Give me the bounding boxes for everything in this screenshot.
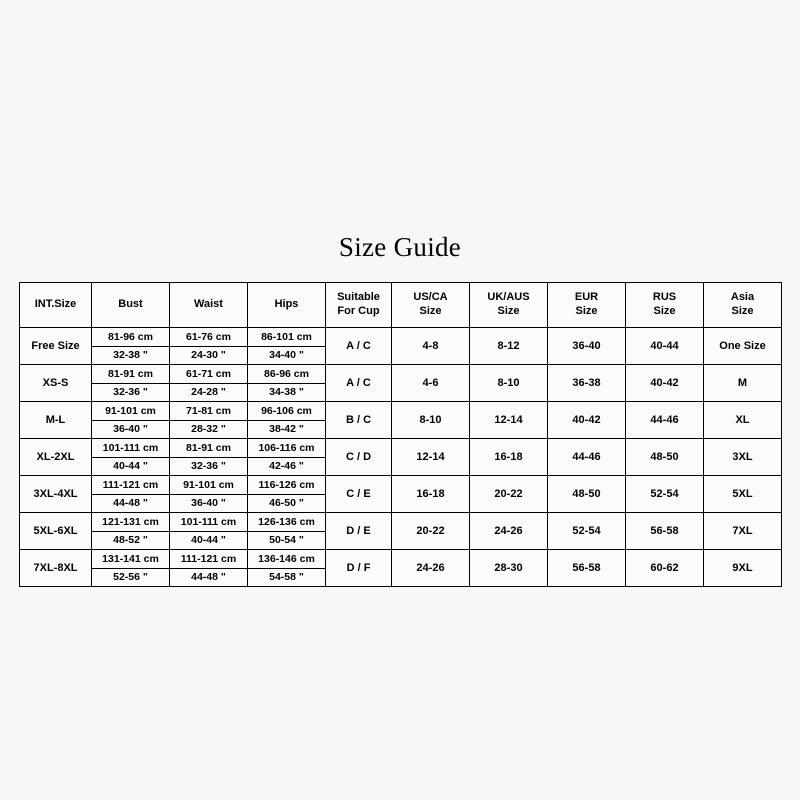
column-header-rus-line2: Size — [653, 305, 676, 317]
cell-cup: D / F — [326, 550, 392, 587]
cell-hips-inch: 34-40 " — [269, 349, 304, 361]
cell-cup: C / D — [326, 439, 392, 476]
cell-rus: 48-50 — [626, 439, 704, 476]
table-row — [20, 513, 782, 550]
cell-waist-cm: 111-121 cm — [170, 550, 247, 569]
table-header — [20, 283, 782, 328]
cell-waist — [170, 476, 248, 513]
cell-waist-inch: 28-32 " — [191, 423, 226, 435]
cell-hips-cm: 106-116 cm — [248, 439, 325, 458]
cell-waist-cm: 61-71 cm — [170, 365, 247, 384]
cell-int-size: XS-S — [20, 365, 92, 402]
cell-bust-cm: 81-91 cm — [92, 365, 169, 384]
cell-hips — [248, 476, 326, 513]
cell-eur: 48-50 — [548, 476, 626, 513]
cell-bust-inch: 52-56 " — [113, 571, 148, 583]
cell-rus: 44-46 — [626, 402, 704, 439]
cell-waist-cm: 101-111 cm — [170, 513, 247, 532]
cell-rus: 52-54 — [626, 476, 704, 513]
cell-hips — [248, 328, 326, 365]
cell-cup: C / E — [326, 476, 392, 513]
column-header-asia-line1: Asia — [730, 291, 755, 304]
cell-cup: A / C — [326, 328, 392, 365]
cell-hips-inch: 46-50 " — [269, 497, 304, 509]
cell-asia: One Size — [704, 328, 782, 365]
cell-bust-inch: 32-38 " — [113, 349, 148, 361]
cell-ukaus: 20-22 — [470, 476, 548, 513]
cell-waist — [170, 402, 248, 439]
cell-waist — [170, 513, 248, 550]
cell-asia: 9XL — [704, 550, 782, 587]
column-header-waist: Waist — [170, 283, 248, 328]
cell-int-size: 5XL-6XL — [20, 513, 92, 550]
cell-eur: 40-42 — [548, 402, 626, 439]
cell-bust-cm: 91-101 cm — [92, 402, 169, 421]
column-header-bust: Bust — [92, 283, 170, 328]
column-header-hips: Hips — [248, 283, 326, 328]
column-header-rus-line1: RUS — [652, 291, 677, 304]
cell-bust — [92, 439, 170, 476]
column-header-usca-line2: Size — [419, 305, 442, 317]
cell-int-size: M-L — [20, 402, 92, 439]
cell-cup: B / C — [326, 402, 392, 439]
cell-bust-inch: 32-36 " — [113, 386, 148, 398]
cell-waist-inch: 24-30 " — [191, 349, 226, 361]
cell-bust — [92, 476, 170, 513]
cell-asia: XL — [704, 402, 782, 439]
column-header-cup-line2: For Cup — [337, 305, 380, 317]
column-header-ukaus-line2: Size — [497, 305, 520, 317]
cell-rus: 40-44 — [626, 328, 704, 365]
cell-ukaus: 24-26 — [470, 513, 548, 550]
cell-ukaus: 12-14 — [470, 402, 548, 439]
cell-cup: A / C — [326, 365, 392, 402]
table-row — [20, 328, 782, 365]
size-guide-table-wrapper — [19, 282, 781, 587]
cell-bust — [92, 402, 170, 439]
cell-waist — [170, 328, 248, 365]
cell-bust — [92, 328, 170, 365]
cell-asia: 7XL — [704, 513, 782, 550]
cell-hips — [248, 513, 326, 550]
cell-eur: 56-58 — [548, 550, 626, 587]
cell-bust-inch: 44-48 " — [113, 497, 148, 509]
cell-waist — [170, 365, 248, 402]
page-title: Size Guide — [338, 232, 462, 262]
cell-ukaus: 8-12 — [470, 328, 548, 365]
cell-asia: M — [704, 365, 782, 402]
column-header-rus-size — [626, 283, 704, 328]
table-header-row — [20, 283, 782, 328]
cell-hips — [248, 550, 326, 587]
cell-usca: 16-18 — [392, 476, 470, 513]
cell-rus: 40-42 — [626, 365, 704, 402]
cell-waist-cm: 61-76 cm — [170, 328, 247, 347]
cell-asia: 3XL — [704, 439, 782, 476]
cell-int-size: 7XL-8XL — [20, 550, 92, 587]
cell-eur: 36-38 — [548, 365, 626, 402]
cell-usca: 4-6 — [392, 365, 470, 402]
cell-bust-inch: 36-40 " — [113, 423, 148, 435]
cell-cup: D / E — [326, 513, 392, 550]
cell-waist-inch: 32-36 " — [191, 460, 226, 472]
cell-int-size: Free Size — [20, 328, 92, 365]
cell-waist-inch: 36-40 " — [191, 497, 226, 509]
cell-bust-inch: 48-52 " — [113, 534, 148, 546]
table-row — [20, 476, 782, 513]
cell-hips-inch: 54-58 " — [269, 571, 304, 583]
cell-hips-cm: 96-106 cm — [248, 402, 325, 421]
cell-usca: 20-22 — [392, 513, 470, 550]
table-row — [20, 402, 782, 439]
cell-waist-inch: 44-48 " — [191, 571, 226, 583]
cell-hips-cm: 86-96 cm — [248, 365, 325, 384]
cell-eur: 52-54 — [548, 513, 626, 550]
table-row — [20, 439, 782, 476]
cell-usca: 8-10 — [392, 402, 470, 439]
cell-eur: 44-46 — [548, 439, 626, 476]
cell-rus: 56-58 — [626, 513, 704, 550]
column-header-ukaus-line1: UK/AUS — [487, 291, 530, 304]
cell-waist — [170, 439, 248, 476]
column-header-uk-aus-size — [470, 283, 548, 328]
cell-usca: 4-8 — [392, 328, 470, 365]
cell-waist — [170, 550, 248, 587]
cell-hips-inch: 38-42 " — [269, 423, 304, 435]
column-header-usca-line1: US/CA — [413, 291, 448, 304]
cell-eur: 36-40 — [548, 328, 626, 365]
cell-hips-cm: 136-146 cm — [248, 550, 325, 569]
cell-bust — [92, 513, 170, 550]
column-header-us-ca-size — [392, 283, 470, 328]
table-row — [20, 550, 782, 587]
cell-bust-cm: 101-111 cm — [92, 439, 169, 458]
cell-rus: 60-62 — [626, 550, 704, 587]
table-row — [20, 365, 782, 402]
cell-waist-cm: 91-101 cm — [170, 476, 247, 495]
column-header-cup-line1: Suitable — [337, 291, 380, 304]
cell-waist-cm: 81-91 cm — [170, 439, 247, 458]
cell-usca: 12-14 — [392, 439, 470, 476]
cell-hips — [248, 365, 326, 402]
column-header-eur-line2: Size — [575, 305, 598, 317]
cell-waist-inch: 24-28 " — [191, 386, 226, 398]
cell-bust-cm: 131-141 cm — [92, 550, 169, 569]
cell-usca: 24-26 — [392, 550, 470, 587]
cell-hips-inch: 42-46 " — [269, 460, 304, 472]
column-header-int-size: INT.Size — [20, 283, 92, 328]
size-guide-table — [19, 282, 782, 587]
cell-waist-inch: 40-44 " — [191, 534, 226, 546]
cell-hips-inch: 34-38 " — [269, 386, 304, 398]
cell-bust-cm: 111-121 cm — [92, 476, 169, 495]
cell-bust — [92, 550, 170, 587]
cell-hips-cm: 126-136 cm — [248, 513, 325, 532]
table-body — [20, 328, 782, 587]
cell-waist-cm: 71-81 cm — [170, 402, 247, 421]
column-header-eur-size — [548, 283, 626, 328]
column-header-eur-line1: EUR — [574, 291, 599, 304]
cell-int-size: 3XL-4XL — [20, 476, 92, 513]
cell-hips — [248, 402, 326, 439]
cell-hips-cm: 86-101 cm — [248, 328, 325, 347]
cell-ukaus: 16-18 — [470, 439, 548, 476]
column-header-asia-size — [704, 283, 782, 328]
cell-bust-cm: 81-96 cm — [92, 328, 169, 347]
cell-hips-cm: 116-126 cm — [248, 476, 325, 495]
cell-bust — [92, 365, 170, 402]
cell-hips — [248, 439, 326, 476]
cell-ukaus: 8-10 — [470, 365, 548, 402]
cell-bust-inch: 40-44 " — [113, 460, 148, 472]
cell-int-size: XL-2XL — [20, 439, 92, 476]
column-header-suitable-for-cup — [326, 283, 392, 328]
cell-hips-inch: 50-54 " — [269, 534, 304, 546]
cell-asia: 5XL — [704, 476, 782, 513]
cell-bust-cm: 121-131 cm — [92, 513, 169, 532]
cell-ukaus: 28-30 — [470, 550, 548, 587]
column-header-asia-line2: Size — [731, 305, 754, 317]
